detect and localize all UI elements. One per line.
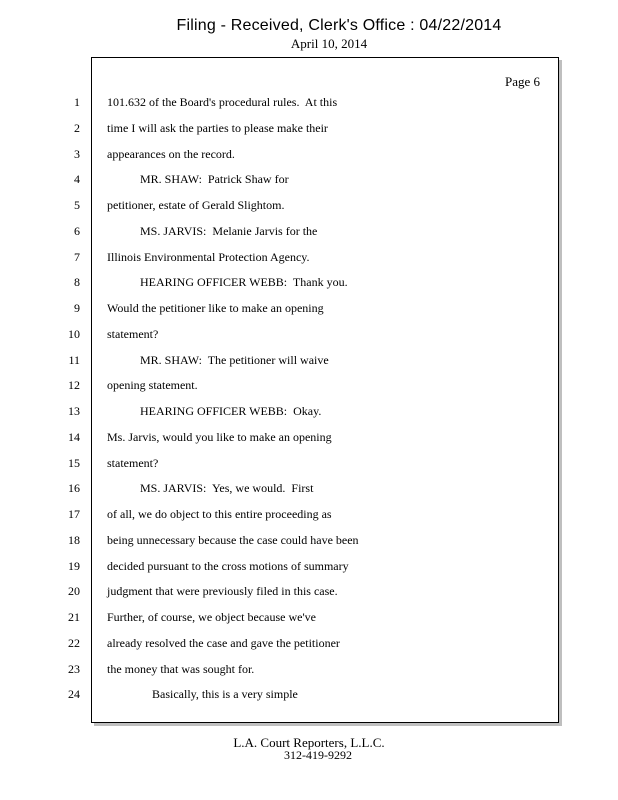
line-number: 16 xyxy=(68,481,80,496)
line-number: 24 xyxy=(68,687,80,702)
line-number: 11 xyxy=(68,352,80,367)
line-text: time I will ask the parties to please make their xyxy=(107,120,328,135)
line-number: 12 xyxy=(68,378,80,393)
line-number: 6 xyxy=(74,223,80,238)
line-text: opening statement. xyxy=(107,378,198,393)
line-number: 22 xyxy=(68,635,80,650)
transcript-date: April 10, 2014 xyxy=(290,36,368,51)
line-number: 23 xyxy=(68,661,80,676)
line-number: 21 xyxy=(68,610,80,624)
line-number: 5 xyxy=(74,198,80,212)
line-text: Basically, this is a very simple xyxy=(107,687,298,702)
line-text: Would the petitioner like to make an opening xyxy=(107,301,324,315)
line-number: 18 xyxy=(68,532,80,547)
line-text: statement? xyxy=(107,326,159,341)
line-number: 15 xyxy=(68,455,80,470)
line-text: HEARING OFFICER WEBB: Okay. xyxy=(107,404,322,418)
line-number: 10 xyxy=(68,326,80,341)
line-number: 9 xyxy=(74,301,80,315)
line-number: 19 xyxy=(68,558,80,573)
line-number: 2 xyxy=(74,120,80,135)
line-number: 4 xyxy=(74,172,80,187)
line-number: 8 xyxy=(74,275,80,290)
line-number: 14 xyxy=(68,429,80,444)
line-text: the money that was sought for. xyxy=(107,661,255,676)
line-text: MS. JARVIS: Melanie Jarvis for the xyxy=(107,223,318,238)
line-text: of all, we do object to this entire proceeding as xyxy=(107,507,332,521)
line-text: Illinois Environmental Protection Agency. xyxy=(107,249,310,264)
line-text: Further, of course, we object because we've xyxy=(107,610,316,624)
line-text: judgment that were previously filed in this case. xyxy=(107,584,338,599)
line-number: 3 xyxy=(74,146,80,161)
line-text: MS. JARVIS: Yes, we would. First xyxy=(107,481,314,496)
line-text: being unnecessary because the case could have been xyxy=(107,532,359,547)
line-text: MR. SHAW: Patrick Shaw for xyxy=(107,172,289,187)
line-number: 17 xyxy=(68,507,80,521)
line-text: HEARING OFFICER WEBB: Thank you. xyxy=(107,275,348,290)
line-text: MR. SHAW: The petitioner will waive xyxy=(107,352,329,367)
line-text: 101.632 of the Board's procedural rules. At this xyxy=(107,95,338,109)
line-text: petitioner, estate of Gerald Slightom. xyxy=(107,198,285,212)
line-text: appearances on the record. xyxy=(107,146,235,161)
page-number: Page 6 xyxy=(504,74,540,89)
line-text: Ms. Jarvis, would you like to make an opening xyxy=(107,429,332,444)
line-text: already resolved the case and gave the petitioner xyxy=(107,635,340,650)
line-text: decided pursuant to the cross motions of summary xyxy=(107,558,349,573)
line-number: 1 xyxy=(74,95,80,109)
line-text: statement? xyxy=(107,455,159,470)
line-number: 7 xyxy=(74,249,80,264)
filing-stamp: Filing - Received, Clerk's Office : 04/22/2014 xyxy=(176,17,502,34)
line-number: 13 xyxy=(68,404,80,418)
footer-company: L.A. Court Reporters, L.L.C. xyxy=(233,735,385,750)
line-number: 20 xyxy=(68,584,80,599)
footer-phone: 312-419-9292 xyxy=(284,748,352,762)
